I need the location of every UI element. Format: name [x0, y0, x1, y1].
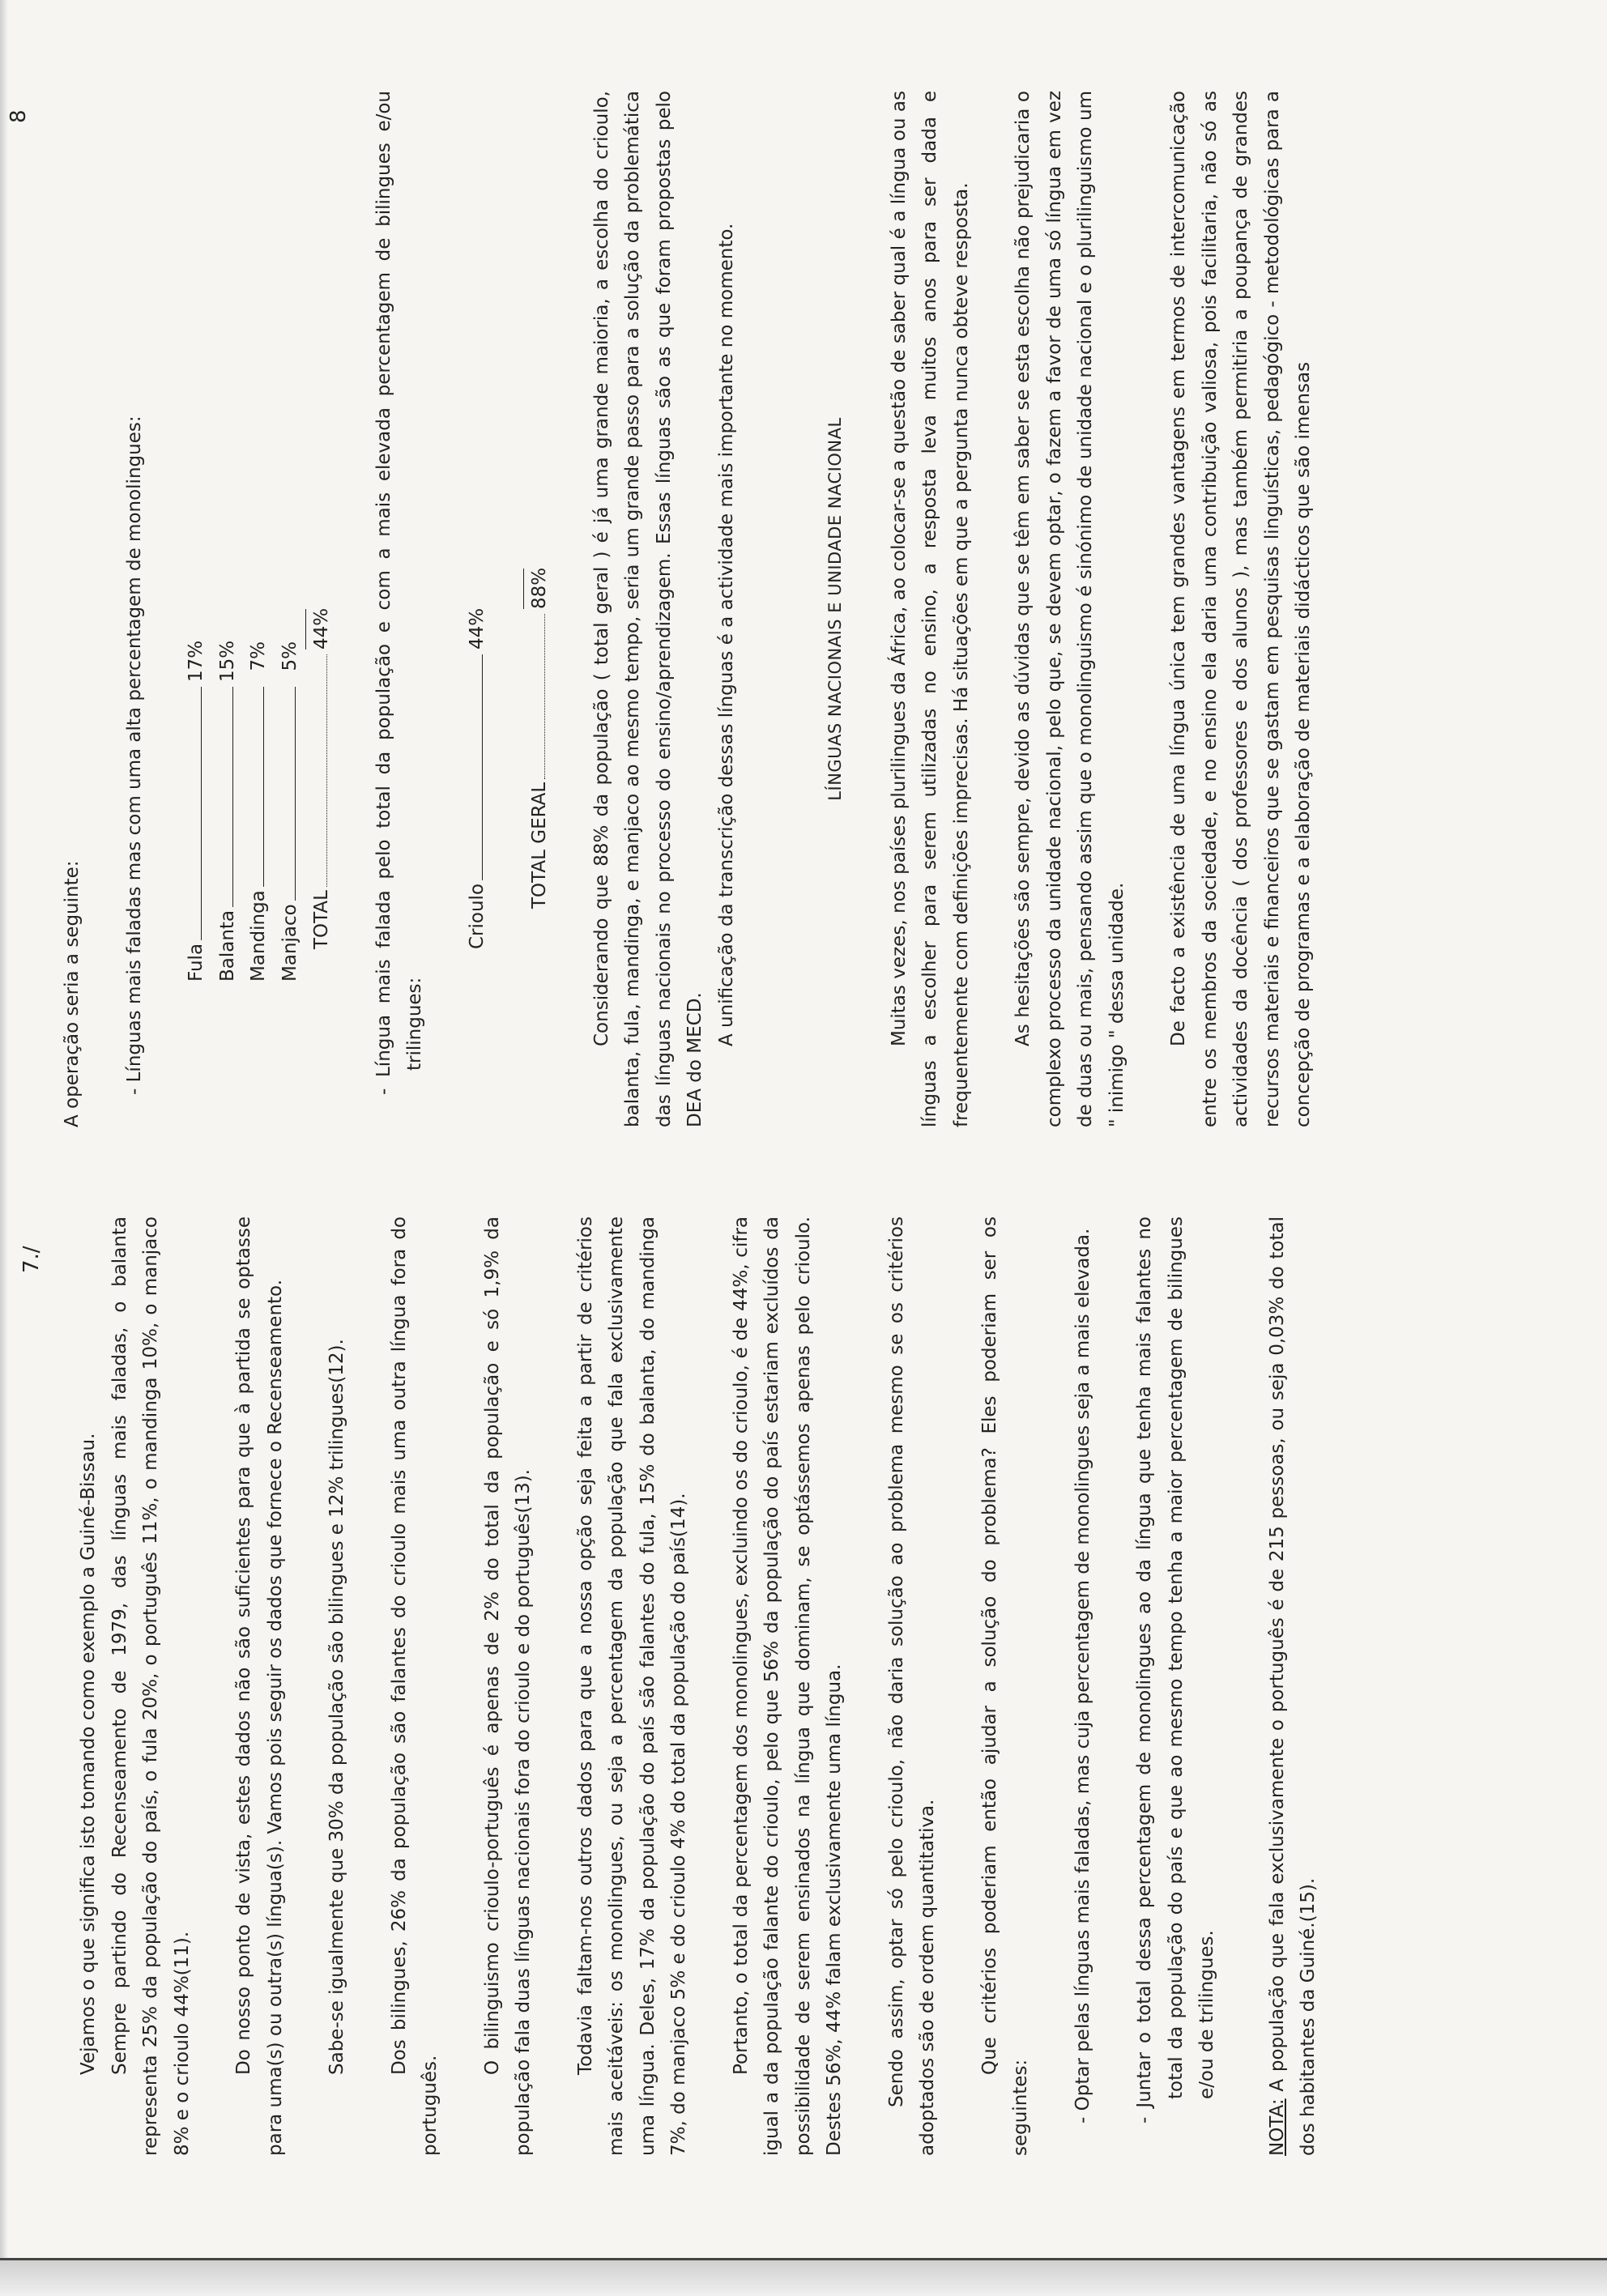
language-name: Fula: [185, 943, 207, 982]
paragraph: Do nosso ponto de vista, estes dados não são suficientes para que à partida se optasse para uma(s) ou outra(s) língua(s). Vamos pois seguir os dados que fornece o Recenseamento.: [233, 1216, 286, 2156]
list-item: - Língua mais falada pelo total da população e com a mais elevada percentagem de bilingues e/ou trilingues:: [373, 91, 425, 1095]
language-percentage: 7%: [248, 641, 269, 671]
table-row: [181, 641, 212, 982]
footnote-text: A população que fala exclusivamente o português é de 215 pessoas, ou seja 0,03% do total dos habitantes da Guiné.(15).: [1266, 1216, 1319, 2156]
section-heading: LÍNGUAS NACIONAIS E UNIDADE NACIONAL: [825, 417, 845, 801]
page-number: 7./: [19, 1246, 44, 1273]
page-left: [0, 1216, 1607, 2156]
paragraph: A unificação da transcrição dessas línguas é a actividade mais importante no momento.: [715, 223, 737, 1046]
footnote-label: NOTA:: [1266, 2098, 1288, 2156]
grand-total-row: [523, 569, 556, 982]
crioulo-table: [462, 91, 556, 1127]
language-name: Mandinga: [248, 890, 269, 982]
total-label: TOTAL: [311, 890, 332, 949]
language-name: Balanta: [216, 909, 238, 982]
paragraph: Sabe-se igualmente que 30% da população são bilingues e 12% trilingues(12).: [326, 1339, 347, 2075]
paragraph: Sempre partindo do Recenseamento de 1979, das línguas mais faladas, o balanta representa 25% da população do país, o fula 20%, o português 11%, o mandinga 10%, o manjaco 8% e o crioulo 44%(11).: [109, 1216, 193, 2156]
language-percentage-table: [181, 91, 338, 1127]
language-name: Crioulo: [466, 883, 488, 949]
list-item: - Línguas mais faladas mas com uma alta percentagem de monolingues:: [123, 415, 145, 1095]
language-percentage: 44%: [466, 607, 488, 650]
page-number: 8: [6, 109, 31, 123]
criterion-item: - Optar pelas línguas mais faladas, mas cuja percentagem de monolingues seja a mais elevada.: [1072, 1228, 1093, 2123]
footnote: [1262, 1216, 1324, 2156]
grand-total-value: 88%: [523, 569, 556, 609]
paragraph: Vejamos o que significa isto tomando como exemplo a Guiné-Bissau.: [78, 1433, 99, 2075]
paragraph: Muitas vezes, nos países plurilingues da África, ao colocar-se a questão de saber qual é a língua ou as línguas a escolher para serem utilizadas no ensino, a resposta leva muitos anos para ser dada e frequentemente com definições imprecisas. Há situações em que a pergunta nunca obteve resposta.: [888, 91, 972, 1127]
table-row: [212, 641, 244, 982]
language-percentage: 17%: [185, 640, 207, 682]
paragraph: O bilinguismo crioulo-português é apenas de 2% do total da população e só 1,9% da população fala duas línguas nacionais fora do crioulo e do português(13).: [481, 1216, 534, 2156]
paragraph: Que critérios poderiam então ajudar a solução do problema? Eles poderiam ser os seguintes:: [978, 1216, 1031, 2156]
paragraph: Portanto, o total da percentagem dos monolingues, excluindo os do crioulo, é de 44%, cifra igual a da população falante do crioulo, pelo que 56% da população do país estariam excluídos da possibilidade de serem ensinados na língua que dominam, se optássemos apenas pelo crioulo. Destes 56%, 44% falam exclusivamente uma língua.: [730, 1216, 845, 2156]
table-row: [243, 641, 275, 982]
paragraph: Todavia faltam-nos outros dados para que a nossa opção seja feita a partir de critérios mais aceitáveis: os monolingues, ou seja a percentagem da população que fala exclusivamente uma língua. Deles, 17% da população do país são falantes do fula, 15% do balanta, do mandinga 7%, do manjaco 5% e do crioulo 4% do total da população do país(14).: [574, 1216, 689, 2156]
criterion-item: - Juntar o total dessa percentagem de monolingues ao da língua que tenha mais falantes no total da população do país e que ao mesmo tempo tenha a maior percentagem de bilingues e/ou de trilingues.: [1134, 1216, 1217, 2123]
language-name: Manjaco: [279, 904, 301, 982]
paragraph: Dos bilingues, 26% da população são falantes do crioulo mais uma outra língua fora do português.: [388, 1216, 441, 2156]
table-row: [275, 641, 306, 982]
language-percentage: 5%: [279, 641, 301, 671]
total-value: 44%: [305, 609, 338, 650]
total-row: [305, 609, 338, 982]
language-percentage: 15%: [216, 640, 238, 682]
paragraph: Considerando que 88% da população ( total geral ) é já uma grande maioria, a escolha do crioulo, balanta, fula, mandinga, e manjaco ao mesmo tempo, seria um grande passo para a solução da problemática das línguas nacionais no processo do ensino/aprendizagem. Essas línguas são as que foram propostas pelo DEA do MECD.: [590, 91, 705, 1127]
grand-total-label: TOTAL GERAL: [529, 782, 550, 909]
table-row: [462, 609, 493, 982]
paragraph: As hesitações são sempre, devido as dúvidas que se têm em saber se esta escolha não prejudicaria o complexo processo da unidade nacional, pelo que, se devem optar, o fazem a favor de uma só língua em vez de duas ou mais, pensando assim que o monolinguismo é sinónimo de unidade nacional e o plurilinguismo um " inimigo " dessa unidade.: [1012, 91, 1127, 1127]
paragraph: Sendo assim, optar só pelo crioulo, não daria solução ao problema mesmo se os critérios adoptados são de ordem quantitativa.: [885, 1216, 938, 2156]
scan-shadow-bottom: [0, 2258, 1607, 2296]
paragraph: De facto a existência de uma língua única tem grandes vantagens em termos de intercomunicação entre os membros da sociedade, e no ensino ela daria uma contribuição valiosa, pois facilitaria, não só as actividades da docência ( dos professores e dos alunos ), mas também permitiria a poupança de grandes recursos materiais e financeiros que se gastam em pesquisas linguísticas, pedagógico - metodológicas para a concepção de programas e a elaboração de materiais didácticos que são imensas: [1168, 91, 1314, 1127]
paragraph: A operação seria a seguinte:: [62, 860, 83, 1127]
page-right: [0, 91, 1607, 1127]
